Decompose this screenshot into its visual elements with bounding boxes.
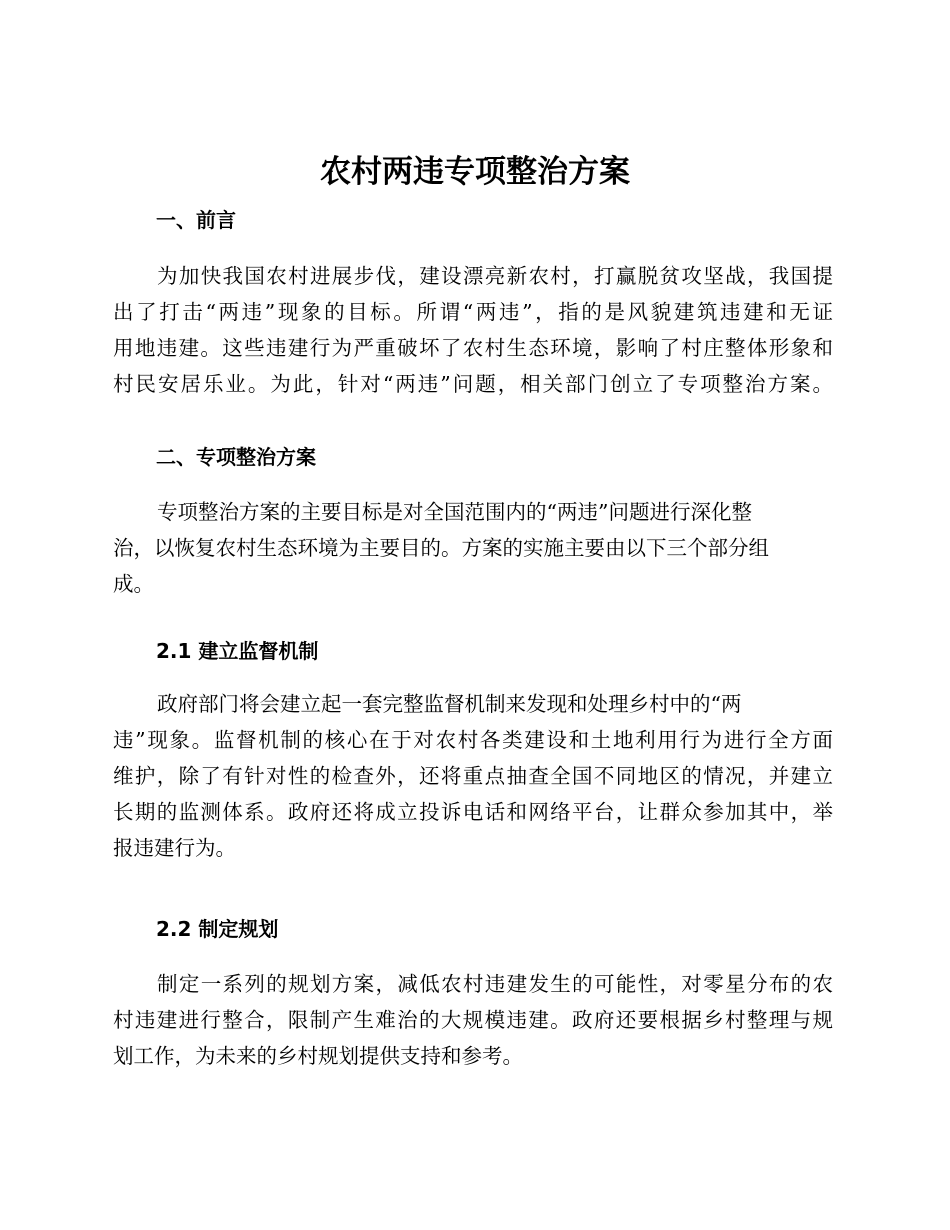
- paragraph-supervision: [113, 686, 833, 866]
- paragraph-line: 维护，除了有针对性的检查外，还将重点抽查全国不同地区的情况，并建立: [113, 764, 833, 788]
- paragraph-preface: [113, 258, 833, 402]
- paragraph-line: 成。: [113, 572, 154, 596]
- paragraph-line: 治，以恢复农村生态环境为主要目的。方案的实施主要由以下三个部分组: [113, 536, 769, 560]
- paragraph-plan: [113, 494, 833, 602]
- paragraph-line: 违”现象。监督机制的核心在于对农村各类建设和土地利用行为进行全方面: [113, 728, 833, 752]
- section-heading-preface: 一、前言: [156, 208, 236, 232]
- paragraph-line: 政府部门将会建立起一套完整监督机制来发现和处理乡村中的“两: [157, 692, 742, 716]
- section-heading-plan: 二、专项整治方案: [156, 445, 316, 469]
- paragraph-planning: [113, 966, 833, 1074]
- paragraph-line: 用地违建。这些违建行为严重破坏了农村生态环境，影响了村庄整体形象和: [113, 336, 833, 360]
- paragraph-line: 出了打击“两违”现象的目标。所谓“两违”，指的是风貌建筑违建和无证: [113, 300, 833, 324]
- paragraph-line: 村违建进行整合，限制产生难治的大规模违建。政府还要根据乡村整理与规: [113, 1008, 833, 1032]
- subsection-heading-supervision: 2.1 建立监督机制: [156, 639, 319, 663]
- paragraph-line: 长期的监测体系。政府还将成立投诉电话和网络平台，让群众参加其中，举: [113, 800, 833, 824]
- paragraph-line: 制定一系列的规划方案，减低农村违建发生的可能性，对零星分布的农: [157, 972, 833, 996]
- paragraph-line: 村民安居乐业。为此，针对“两违”问题，相关部门创立了专项整治方案。: [113, 372, 833, 396]
- paragraph-line: 专项整治方案的主要目标是对全国范围内的“两违”问题进行深化整: [157, 500, 752, 524]
- paragraph-line: 报违建行为。: [113, 836, 236, 860]
- paragraph-line: 为加快我国农村进展步伐，建设漂亮新农村，打赢脱贫攻坚战，我国提: [157, 264, 833, 288]
- document-title: 农村两违专项整治方案: [320, 154, 630, 190]
- subsection-heading-planning: 2.2 制定规划: [156, 917, 279, 941]
- paragraph-line: 划工作，为未来的乡村规划提供支持和参考。: [113, 1044, 523, 1068]
